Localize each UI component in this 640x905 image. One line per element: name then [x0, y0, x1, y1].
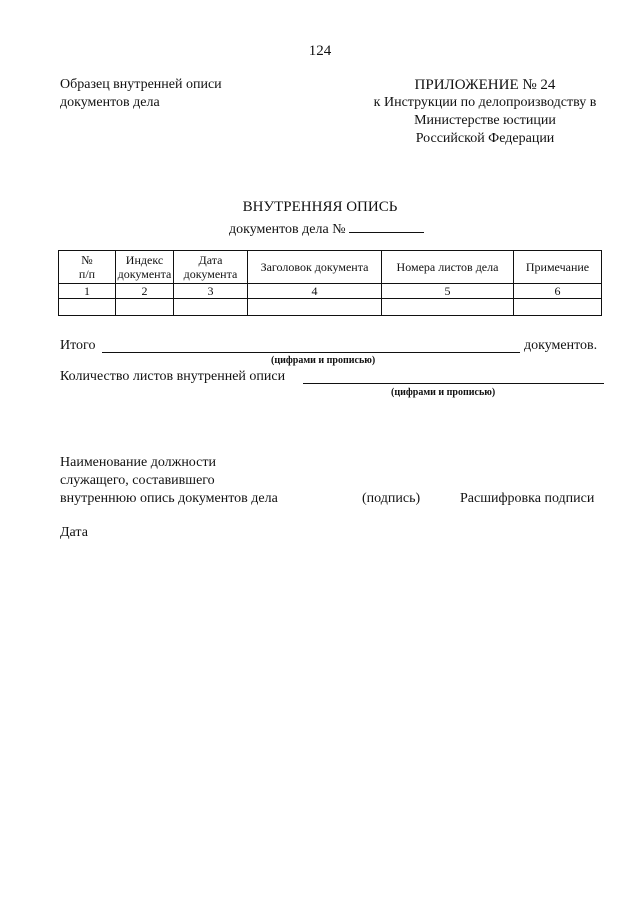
empty-cell — [248, 299, 382, 316]
appendix-block — [340, 76, 630, 148]
position-title — [60, 454, 278, 508]
total-suffix: документов. — [524, 338, 598, 353]
total-label: Итого — [60, 338, 96, 353]
date-label: Дата — [60, 525, 88, 540]
form-subtitle-text: документов дела № — [229, 222, 346, 237]
case-number-blank — [349, 218, 424, 233]
appendix-line: Министерстве юстиции — [414, 113, 556, 128]
sample-title-line: документов дела — [60, 95, 160, 110]
appendix-title: ПРИЛОЖЕНИЕ № 24 — [414, 77, 556, 93]
form-subtitle — [229, 218, 424, 238]
sample-title-line: Образец внутренней описи — [60, 77, 222, 92]
sample-title — [60, 76, 222, 112]
position-line: служащего, составившего — [60, 473, 215, 488]
position-line: Наименование должности — [60, 455, 216, 470]
header-cell-number: № п/п — [59, 251, 116, 284]
header-cell-note: Примечание — [514, 251, 602, 284]
empty-row — [59, 299, 602, 316]
signature-label: (подпись) — [362, 491, 421, 506]
appendix-line: Российской Федерации — [415, 131, 555, 146]
column-number: 1 — [59, 284, 116, 299]
header-cell-index: Индекс документа — [116, 251, 174, 284]
header-cell-date: Дата документа — [174, 251, 248, 284]
signature-decode-label: Расшифровка подписи — [460, 491, 595, 506]
column-number: 2 — [116, 284, 174, 299]
sheets-label: Количество листов внутренней описи — [60, 369, 286, 384]
column-number: 4 — [248, 284, 382, 299]
inventory-table — [58, 250, 602, 316]
empty-cell — [382, 299, 514, 316]
appendix-line: к Инструкции по делопроизводству в — [373, 95, 597, 110]
table-header-row — [59, 251, 602, 284]
sheets-caption: (цифрами и прописью) — [391, 387, 496, 398]
form-title: ВНУТРЕННЯЯ ОПИСЬ — [242, 199, 398, 215]
total-caption: (цифрами и прописью) — [271, 355, 376, 366]
position-line: внутреннюю опись документов дела — [60, 491, 278, 506]
empty-cell — [59, 299, 116, 316]
column-number: 3 — [174, 284, 248, 299]
sheets-blank-line — [303, 383, 604, 384]
empty-cell — [116, 299, 174, 316]
empty-cell — [174, 299, 248, 316]
total-blank-line — [102, 352, 520, 353]
column-number: 6 — [514, 284, 602, 299]
column-number: 5 — [382, 284, 514, 299]
empty-cell — [514, 299, 602, 316]
page-number: 124 — [308, 43, 332, 59]
header-cell-sheets: Номера листов дела — [382, 251, 514, 284]
header-cell-title: Заголовок документа — [248, 251, 382, 284]
column-number-row — [59, 284, 602, 299]
